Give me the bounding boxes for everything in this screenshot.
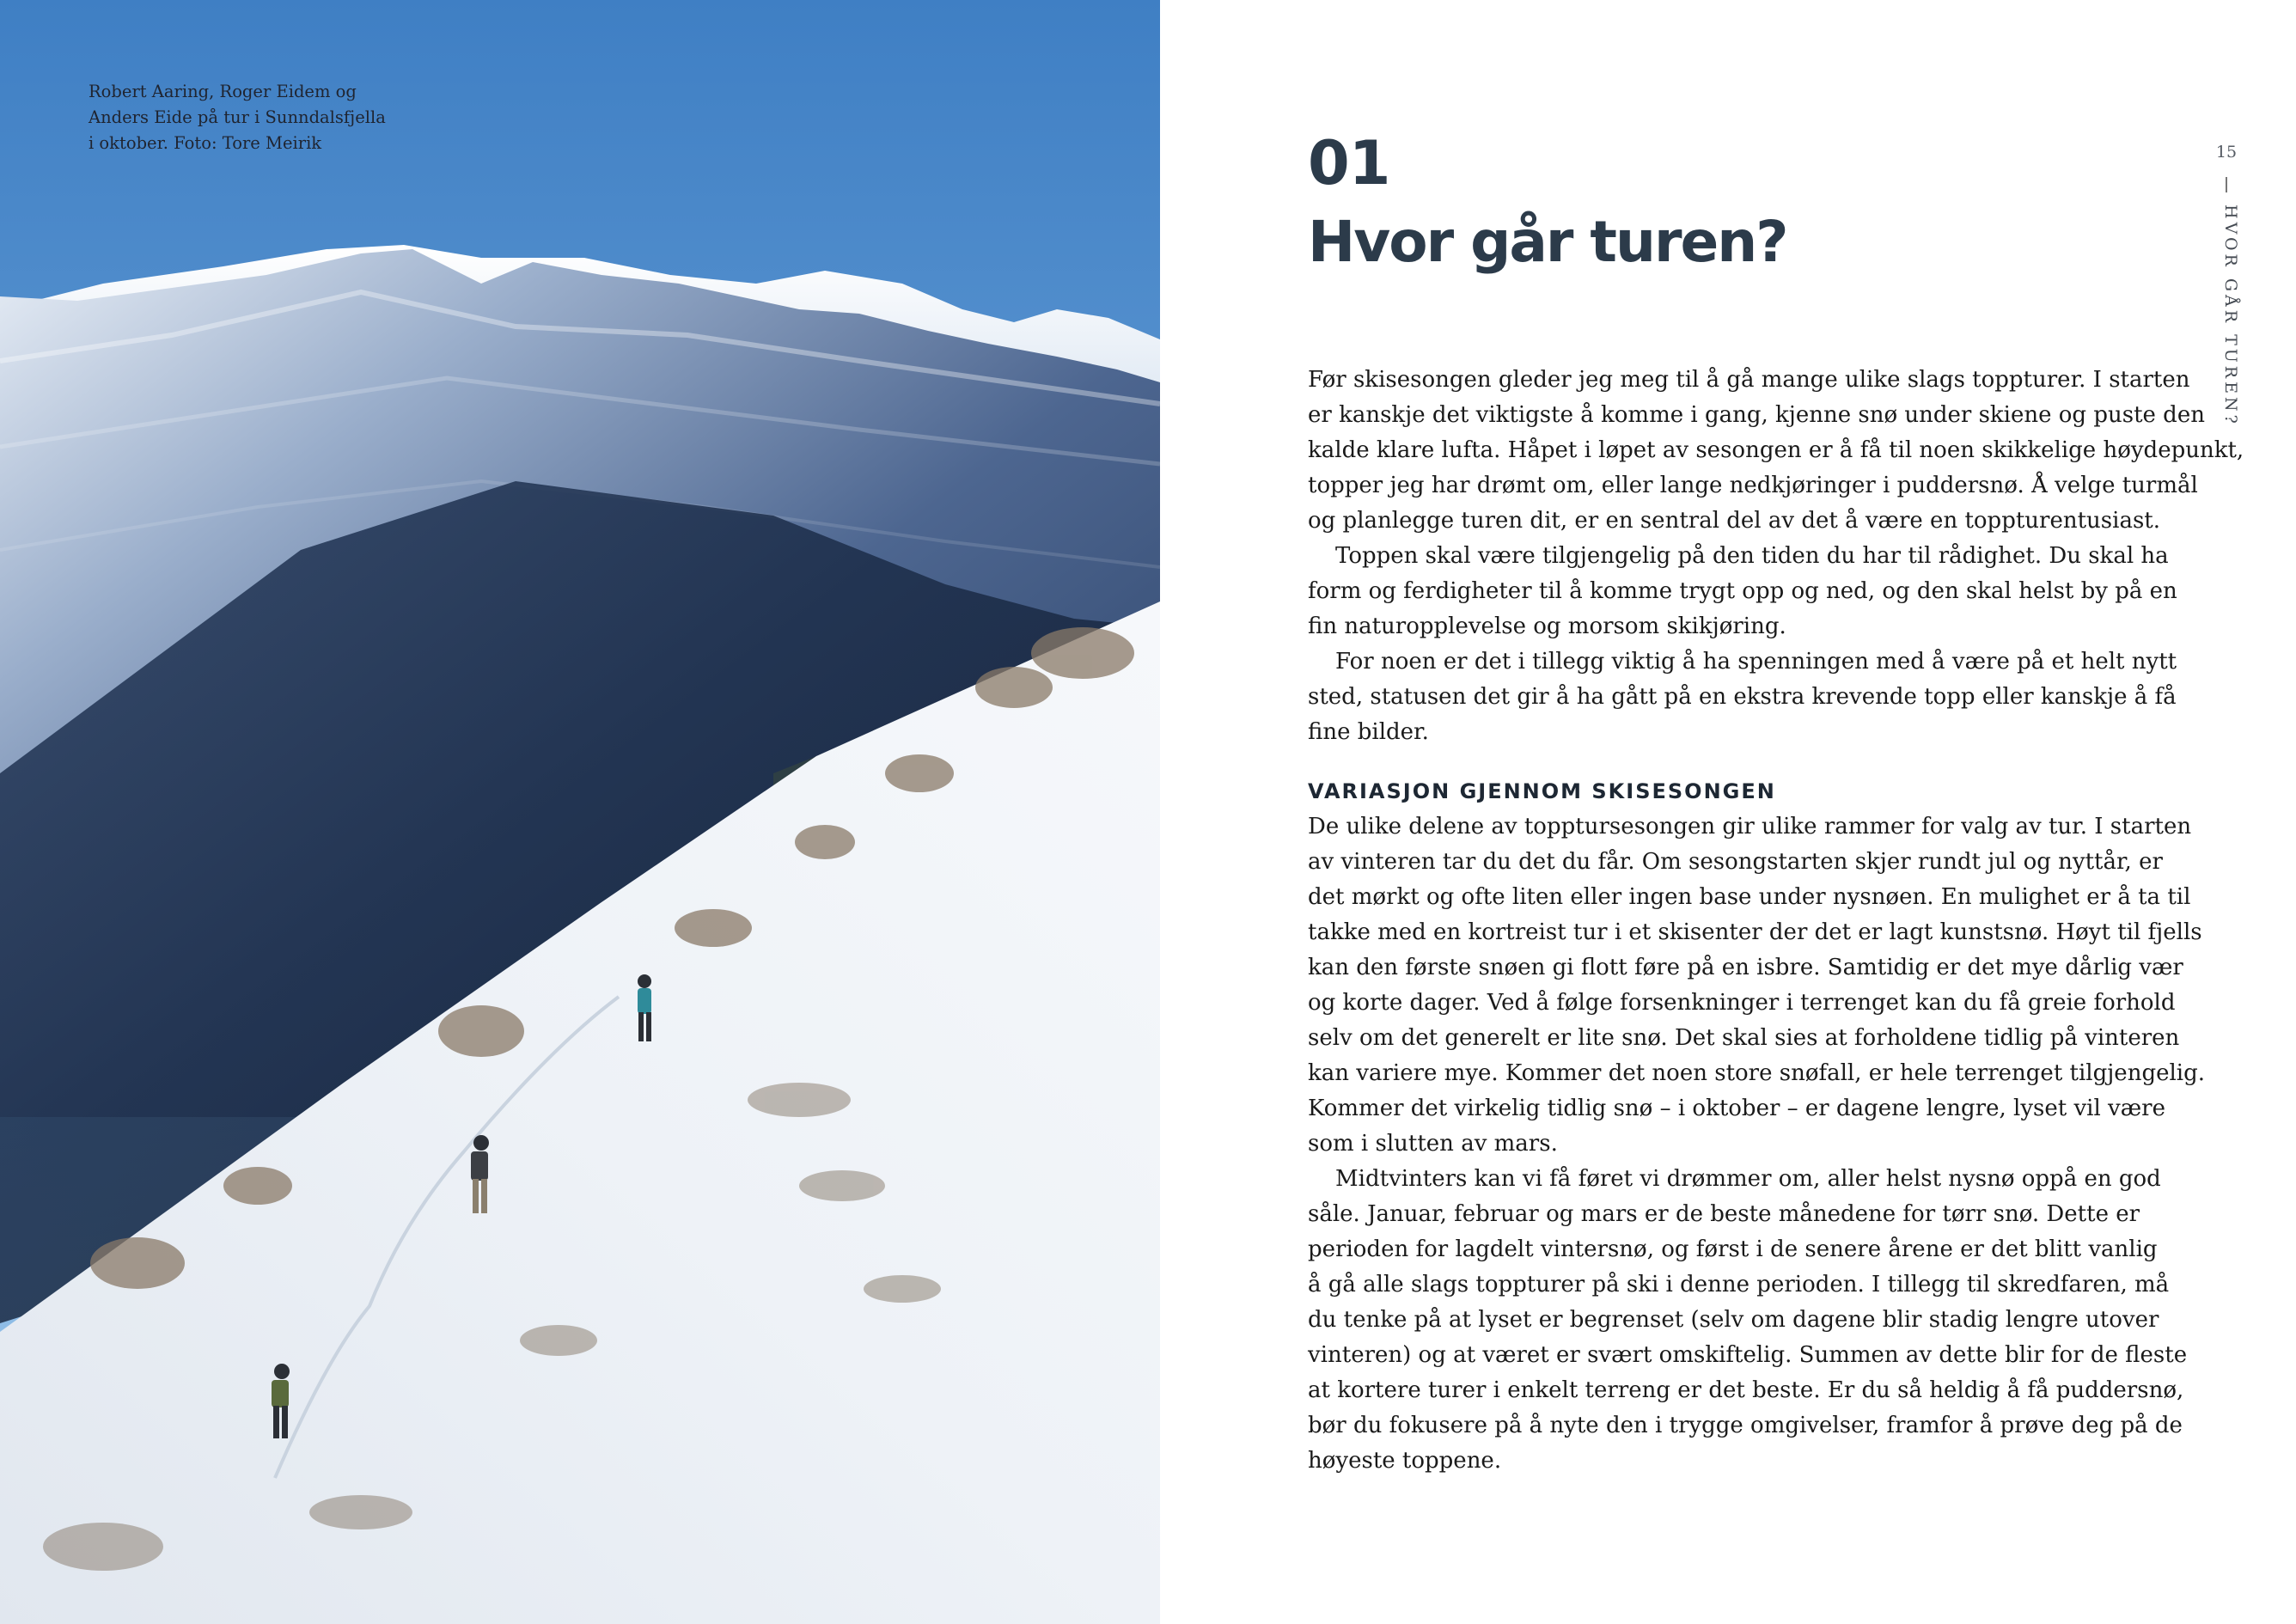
- body-line: det mørkt og ofte liten eller ingen base under nysnøen. En mulighet er å ta til: [1308, 884, 2191, 910]
- chapter-title: Hvor går turen?: [1308, 209, 1787, 275]
- body-line: For noen er det i tillegg viktig å ha spenningen med å være på et helt nytt: [1335, 649, 2177, 675]
- body-line: form og ferdigheter til å komme trygt opp og ned, og den skal helst by på en: [1308, 578, 2177, 604]
- body-line: selv om det generelt er lite snø. Det skal sies at forholdene tidlig på vinteren: [1308, 1025, 2180, 1051]
- body-line: er kanskje det viktigste å komme i gang, kjenne snø under skiene og puste den: [1308, 402, 2205, 428]
- caption-line: i oktober. Foto: Tore Meirik: [89, 133, 322, 153]
- caption-line: Robert Aaring, Roger Eidem og: [89, 82, 357, 101]
- body-line: kan variere mye. Kommer det noen store snøfall, er hele terrenget tilgjengelig.: [1308, 1060, 2206, 1086]
- body-line: som i slutten av mars.: [1308, 1131, 1558, 1157]
- body-line: Midtvinters kan vi få føret vi drømmer om, aller helst nysnø oppå en god: [1335, 1166, 2161, 1192]
- body-line: vinteren) og at været er svært omskiftelig. Summen av dette blir for de fleste: [1308, 1342, 2188, 1368]
- body-line: du tenke på at lyset er begrenset (selv om dagene blir stadig lengre utover: [1308, 1307, 2159, 1333]
- body-line: fine bilder.: [1308, 719, 1429, 745]
- page-number: 15: [2215, 143, 2238, 162]
- body-line: såle. Januar, februar og mars er de beste månedene for tørr snø. Dette er: [1308, 1201, 2140, 1227]
- body-line: høyeste toppene.: [1308, 1448, 1502, 1474]
- section-heading: VARIASJON GJENNOM SKISESONGEN: [1308, 779, 1776, 803]
- body-line: Toppen skal være tilgjengelig på den tiden du har til rådighet. Du skal ha: [1335, 543, 2169, 569]
- body-line: Før skisesongen gleder jeg meg til å gå mange ulike slags toppturer. I starten: [1308, 367, 2190, 393]
- body-line: De ulike delene av topptursesongen gir ulike rammer for valg av tur. I starten: [1308, 814, 2192, 839]
- running-head: HVOR GÅR TUREN?: [2221, 205, 2240, 427]
- chapter-number: 01: [1308, 128, 1390, 198]
- body-line: sted, statusen det gir å ha gått på en ekstra krevende topp eller kanskje å få: [1308, 684, 2177, 710]
- body-line: å gå alle slags toppturer på ski i denne perioden. I tillegg til skredfaren, må: [1308, 1272, 2170, 1297]
- body-line: fin naturopplevelse og morsom skikjøring.: [1308, 614, 1786, 639]
- body-line: bør du fokusere på å nyte den i trygge omgivelser, framfor å prøve deg på de: [1308, 1413, 2183, 1438]
- caption-line: Anders Eide på tur i Sunndalsfjella: [89, 107, 386, 127]
- paragraph-gap: [1308, 750, 2219, 774]
- body-line: av vinteren tar du det du får. Om sesongstarten skjer rundt jul og nyttår, er: [1308, 849, 2163, 875]
- body-line: og korte dager. Ved å følge forsenkninger i terrenget kan du få greie forhold: [1308, 990, 2176, 1016]
- photo-caption: [89, 79, 415, 156]
- body-line: perioden for lagdelt vintersnø, og først i de senere årene er det blitt vanlig: [1308, 1236, 2158, 1262]
- body-line: at kortere turer i enkelt terreng er det beste. Er du så heldig å få puddersnø,: [1308, 1377, 2184, 1403]
- body-text: [1308, 363, 2244, 1479]
- body-line: og planlegge turen dit, er en sentral del av det å være en toppturentusiast.: [1308, 508, 2160, 534]
- body-line: takke med en kortreist tur i et skisenter der det er lagt kunstsnø. Høyt til fjells: [1308, 919, 2202, 945]
- running-head-separator: [2226, 177, 2227, 192]
- text-page: [1160, 0, 2296, 1624]
- body-line: kalde klare lufta. Håpet i løpet av sesongen er å få til noen skikkelige høydepunkt,: [1308, 437, 2244, 463]
- body-line: Kommer det virkelig tidlig snø – i oktober – er dagene lengre, lyset vil være: [1308, 1096, 2165, 1121]
- body-line: topper jeg har drømt om, eller lange nedkjøringer i puddersnø. Å velge turmål: [1308, 473, 2198, 498]
- body-line: kan den første snøen gi flott føre på en isbre. Samtidig er det mye dårlig vær: [1308, 955, 2183, 980]
